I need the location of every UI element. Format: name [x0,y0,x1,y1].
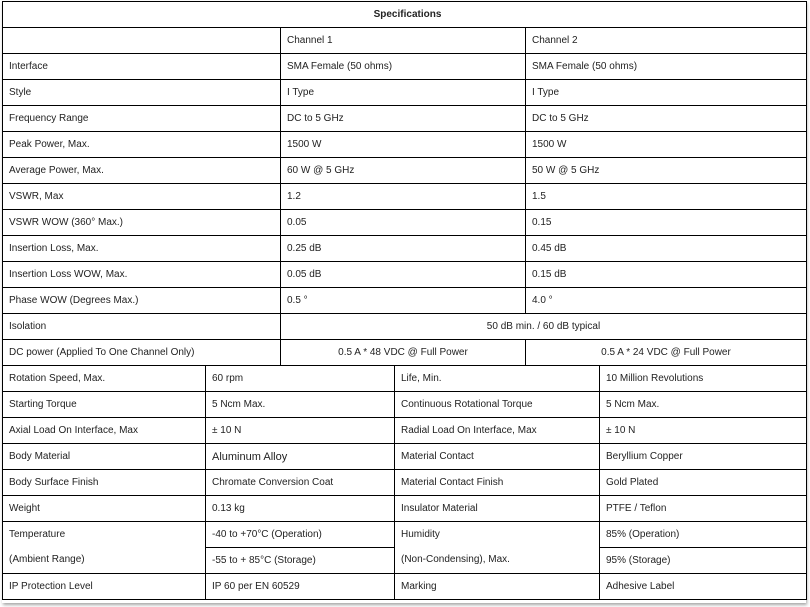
isolation-label: Isolation [3,314,281,340]
mech-label-left: Starting Torque [3,392,206,418]
mech-label-right: Material Contact Finish [395,470,600,496]
table-row [3,262,807,288]
table-row [3,106,807,132]
mech-label-left: Body Material [3,444,206,470]
mech-value-left: 60 rpm [206,366,395,392]
mech-label-right: Insulator Material [395,496,600,522]
temperature-label-line1: Temperature [9,528,66,540]
row-label: Style [3,80,281,106]
table-row [3,470,807,496]
table-row [3,366,807,392]
title-row [3,2,807,28]
row-label: Phase WOW (Degrees Max.) [3,288,281,314]
channel-2-value: 0.15 [526,210,807,236]
temperature-label [3,522,206,574]
channel-2-header: Channel 2 [526,28,807,54]
table-row [3,132,807,158]
humidity-label-line2: (Non-Condensing), Max. [401,554,510,566]
row-label: Interface [3,54,281,80]
channel-2-value: 1500 W [526,132,807,158]
channel-1-value: 1500 W [281,132,526,158]
channel-2-value: 0.15 dB [526,262,807,288]
mech-value-right: Beryllium Copper [600,444,807,470]
table-row [3,210,807,236]
table-row [3,392,807,418]
mech-value-left: Aluminum Alloy [206,444,395,470]
humidity-operation: 85% (Operation) [600,522,806,548]
temperature-storage: -55 to + 85°C (Storage) [212,555,316,566]
table-row [3,288,807,314]
dc-power-label: DC power (Applied To One Channel Only) [3,340,281,366]
mech-label-left: Axial Load On Interface, Max [3,418,206,444]
mech-value-right: Adhesive Label [600,574,807,600]
row-label: Average Power, Max. [3,158,281,184]
mech-label-right: Marking [395,574,600,600]
specifications-table [2,1,807,600]
temperature-label-line2: (Ambient Range) [9,554,85,566]
channel-header-row [3,28,807,54]
mech-value-left: 5 Ncm Max. [206,392,395,418]
mech-value-left: 0.13 kg [206,496,395,522]
mech-label-left: IP Protection Level [3,574,206,600]
channel-1-value: 60 W @ 5 GHz [281,158,526,184]
table-row [3,158,807,184]
channel-2-value: 1.5 [526,184,807,210]
channel-1-value: 0.05 dB [281,262,526,288]
channel-1-value: 0.05 [281,210,526,236]
channel-1-value: SMA Female (50 ohms) [281,54,526,80]
mech-label-right: Material Contact [395,444,600,470]
mech-value-right: 10 Million Revolutions [600,366,807,392]
table-row [3,80,807,106]
channel-2-value: I Type [526,80,807,106]
temperature-operation: -40 to +70°C (Operation) [206,522,394,548]
row-label: Peak Power, Max. [3,132,281,158]
row-label: VSWR, Max [3,184,281,210]
table-row [3,184,807,210]
table-row [3,444,807,470]
channel-1-value: 1.2 [281,184,526,210]
isolation-row [3,314,807,340]
humidity-label-line1: Humidity [401,528,440,540]
channel-1-value: I Type [281,80,526,106]
mech-value-right: 5 Ncm Max. [600,392,807,418]
mech-label-left: Weight [3,496,206,522]
mech-value-right: PTFE / Teflon [600,496,807,522]
table-row [3,418,807,444]
isolation-value: 50 dB min. / 60 dB typical [281,314,807,340]
mech-label-left: Body Surface Finish [3,470,206,496]
channel-2-value: 4.0 ° [526,288,807,314]
table-row [3,236,807,262]
channel-1-value: DC to 5 GHz [281,106,526,132]
row-label: Frequency Range [3,106,281,132]
temperature-humidity-row [3,522,807,574]
mech-value-right: ± 10 N [600,418,807,444]
channel-2-value: SMA Female (50 ohms) [526,54,807,80]
row-label: Insertion Loss WOW, Max. [3,262,281,288]
mech-label-right: Life, Min. [395,366,600,392]
dc-power-channel-2: 0.5 A * 24 VDC @ Full Power [526,340,807,366]
channel-1-value: 0.5 ° [281,288,526,314]
table-row [3,496,807,522]
mech-value-left: IP 60 per EN 60529 [206,574,395,600]
row-label: VSWR WOW (360° Max.) [3,210,281,236]
channel-2-value: 50 W @ 5 GHz [526,158,807,184]
header-empty-cell [3,28,281,54]
channel-2-value: DC to 5 GHz [526,106,807,132]
mech-label-right: Continuous Rotational Torque [395,392,600,418]
mech-value-right: Gold Plated [600,470,807,496]
channel-2-value: 0.45 dB [526,236,807,262]
humidity-storage: 95% (Storage) [606,555,671,566]
dc-power-channel-1: 0.5 A * 48 VDC @ Full Power [281,340,526,366]
spec-table-container [2,1,806,603]
table-row [3,574,807,600]
channel-1-value: 0.25 dB [281,236,526,262]
dc-power-row [3,340,807,366]
table-title: Specifications [3,2,807,28]
temperature-values [206,522,395,574]
row-label: Insertion Loss, Max. [3,236,281,262]
mech-label-right: Radial Load On Interface, Max [395,418,600,444]
mech-value-left: Chromate Conversion Coat [206,470,395,496]
channel-1-header: Channel 1 [281,28,526,54]
mech-label-left: Rotation Speed, Max. [3,366,206,392]
humidity-values [600,522,807,574]
mech-value-left: ± 10 N [206,418,395,444]
humidity-label [395,522,600,574]
table-row [3,54,807,80]
